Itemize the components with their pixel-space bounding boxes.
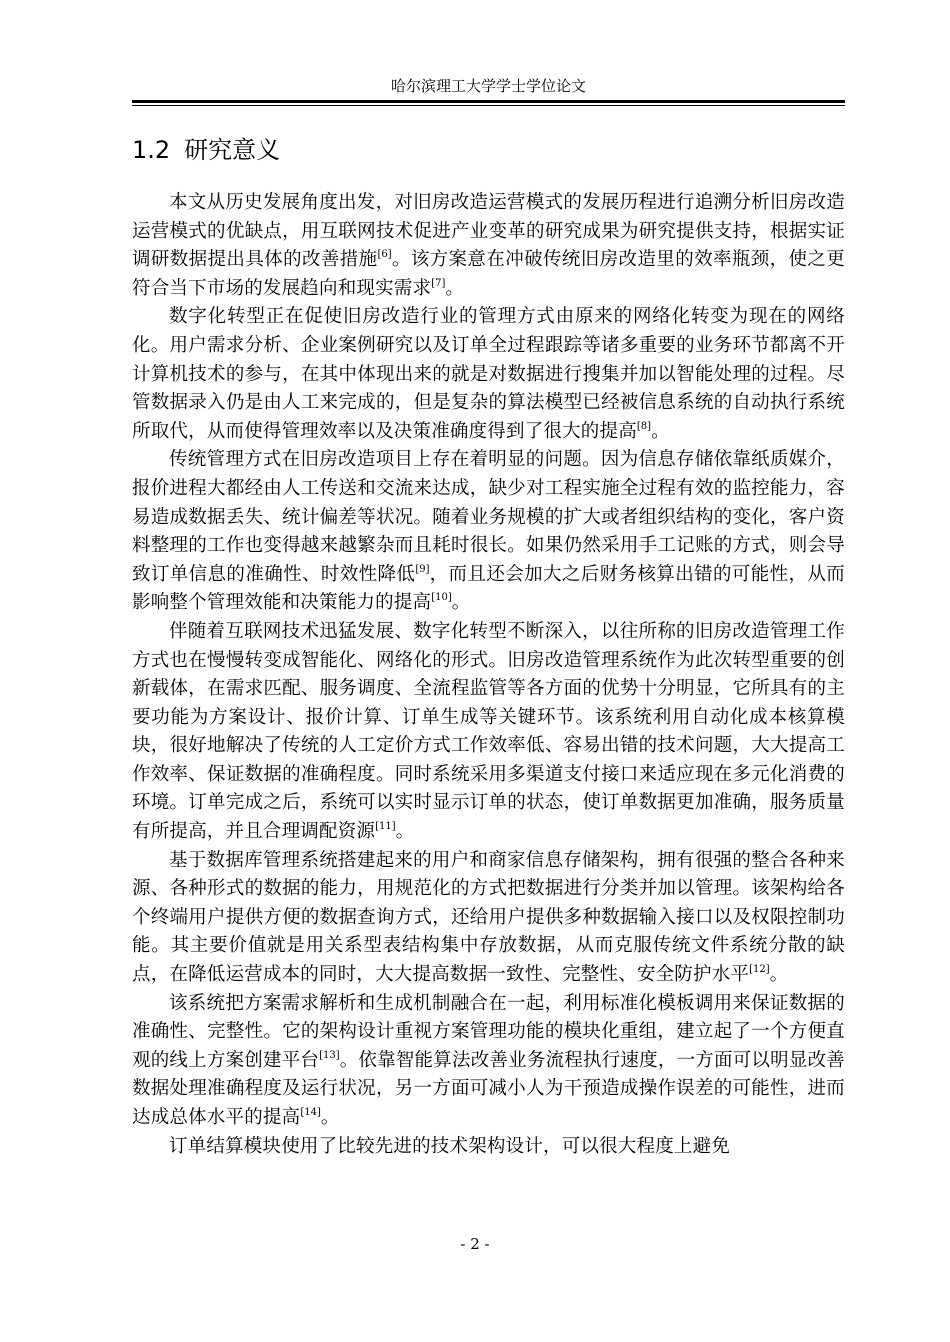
paragraph-text: 。 xyxy=(451,592,471,614)
paragraph-text: ，而且还会加大之后财务核算出错的可能性，从而影响整个管理效能和决策能力的提高 xyxy=(132,563,845,614)
paragraph-text: 传统管理方式在旧房改造项目上存在着明显的问题。因为信息存储依靠纸质媒介，报价进程大都经由人工传送和交流来达成，缺少对工程实施全过程有效的监控能力，容易造成数据丢失、统计偏差等状况。随着业务规模的扩大或者组织结构的变化，客户资料整理的工作也变得越来越繁杂而且耗时很长。如果仍然采用手工记账的方式，则会导致订单信息的准确性、时效性降低 xyxy=(132,449,845,585)
header-rule-thin xyxy=(132,105,845,106)
citation-ref: [11] xyxy=(375,821,396,833)
paragraph-text: 基于数据库管理系统搭建起来的用户和商家信息存储架构，拥有很强的整合各种来源、各种形式的数据的能力，用规范化的方式把数据进行分类并加以管理。该架构给各个终端用户提供方便的数据查询方式，还给用户提供多种数据输入接口以及权限控制功能。其主要价值就是用关系型表结构集中存放数据，从而克服传统文件系统分散的缺点，在降低运营成本的同时，大大提高数据一致性、完整性、安全防护水平 xyxy=(132,849,845,986)
body-paragraph xyxy=(132,1133,845,1162)
paragraph-text: 订单结算模块使用了比较先进的技术架构设计，可以很大程度上避免 xyxy=(169,1135,731,1157)
header-rule-thick xyxy=(132,100,845,103)
body-text xyxy=(132,189,845,1161)
citation-ref: [8] xyxy=(636,420,652,432)
citation-ref: [14] xyxy=(300,1107,321,1118)
section-heading xyxy=(132,133,280,167)
citation-ref: [6] xyxy=(377,249,392,261)
paragraph-text: 伴随着互联网技术迅猛发展、数字化转型不断深入，以往所称的旧房改造管理工作方式也在慢慢转变成智能化、网络化的形式。旧房改造管理系统作为此次转型重要的创新载体，在需求匹配、服务调度、全流程监管等各方面的优势十分明显，它所具有的主要功能为方案设计、报价计算、订单生成等关键环节。该系统利用自动化成本核算模块，很好地解决了传统的人工定价方式工作效率低、容易出错的技术问题，大大提高工作效率、保证数据的准确程度。同时系统采用多渠道支付接口来适应现在多元化消费的环境。订单完成之后，系统可以实时显示订单的状态，使订单数据更加准确，服务质量有所提高，并且合理调配资源 xyxy=(132,620,845,843)
paragraph-text: 本文从历史发展角度出发，对旧房改造运营模式的发展历程进行追溯分析旧房改造运营模式的优缺点，用互联网技术促进产业变革的研究成果为研究提供支持，根据实证调研数据提出具体的改善措施 xyxy=(132,192,845,271)
paragraph-text: 。该方案意在冲破传统旧房改造里的效率瓶颈，使之更符合当下市场的发展趋向和现实需求 xyxy=(132,249,845,299)
running-header: 哈尔滨理工大学学士学位论文 xyxy=(390,77,586,95)
citation-ref: [7] xyxy=(431,277,446,289)
paragraph-text: 。 xyxy=(395,821,415,843)
section-number: 1.2 xyxy=(132,136,171,164)
body-paragraph xyxy=(132,446,845,618)
citation-ref: [9] xyxy=(415,563,430,575)
section-title-text: 研究意义 xyxy=(184,136,281,164)
paragraph-text: 。 xyxy=(651,420,670,442)
body-paragraph xyxy=(132,990,845,1133)
paragraph-text: 。 xyxy=(769,964,789,986)
page-number: - 2 - xyxy=(460,1235,490,1253)
citation-ref: [12] xyxy=(749,964,770,976)
citation-ref: [13] xyxy=(319,1049,340,1061)
paragraph-text: 数字化转型正在促使旧房改造行业的管理方式由原来的网络化转变为现在的网络化。用户需求分析、企业案例研究以及订单全过程跟踪等诸多重要的业务环节都离不开计算机技术的参与，在其中体现出来的就是对数据进行搜集并加以智能处理的过程。尽管数据录入仍是由人工来完成的，但是复杂的算法模型已经被信息系统的自动执行系统所取代，从而使得管理效率以及决策准确度得到了很大的提高 xyxy=(132,306,845,442)
paragraph-text: 。依靠智能算法改善业务流程执行速度，一方面可以明显改善数据处理准确程度及运行状况，另一方面可减小人为干预造成操作误差的可能性，进而达成总体水平的提高 xyxy=(132,1049,845,1128)
body-paragraph xyxy=(132,189,845,303)
body-paragraph xyxy=(132,618,845,847)
paragraph-text: 。 xyxy=(445,277,465,299)
body-paragraph xyxy=(132,847,845,990)
paragraph-text: 该系统把方案需求解析和生成机制融合在一起，利用标准化模板调用来保证数据的准确性、完整性。它的架构设计重视方案管理功能的模块化重组，建立起了一个方便直观的线上方案创建平台 xyxy=(132,992,845,1071)
citation-ref: [10] xyxy=(431,592,452,604)
body-paragraph xyxy=(132,303,845,446)
paragraph-text: 。 xyxy=(320,1107,340,1128)
